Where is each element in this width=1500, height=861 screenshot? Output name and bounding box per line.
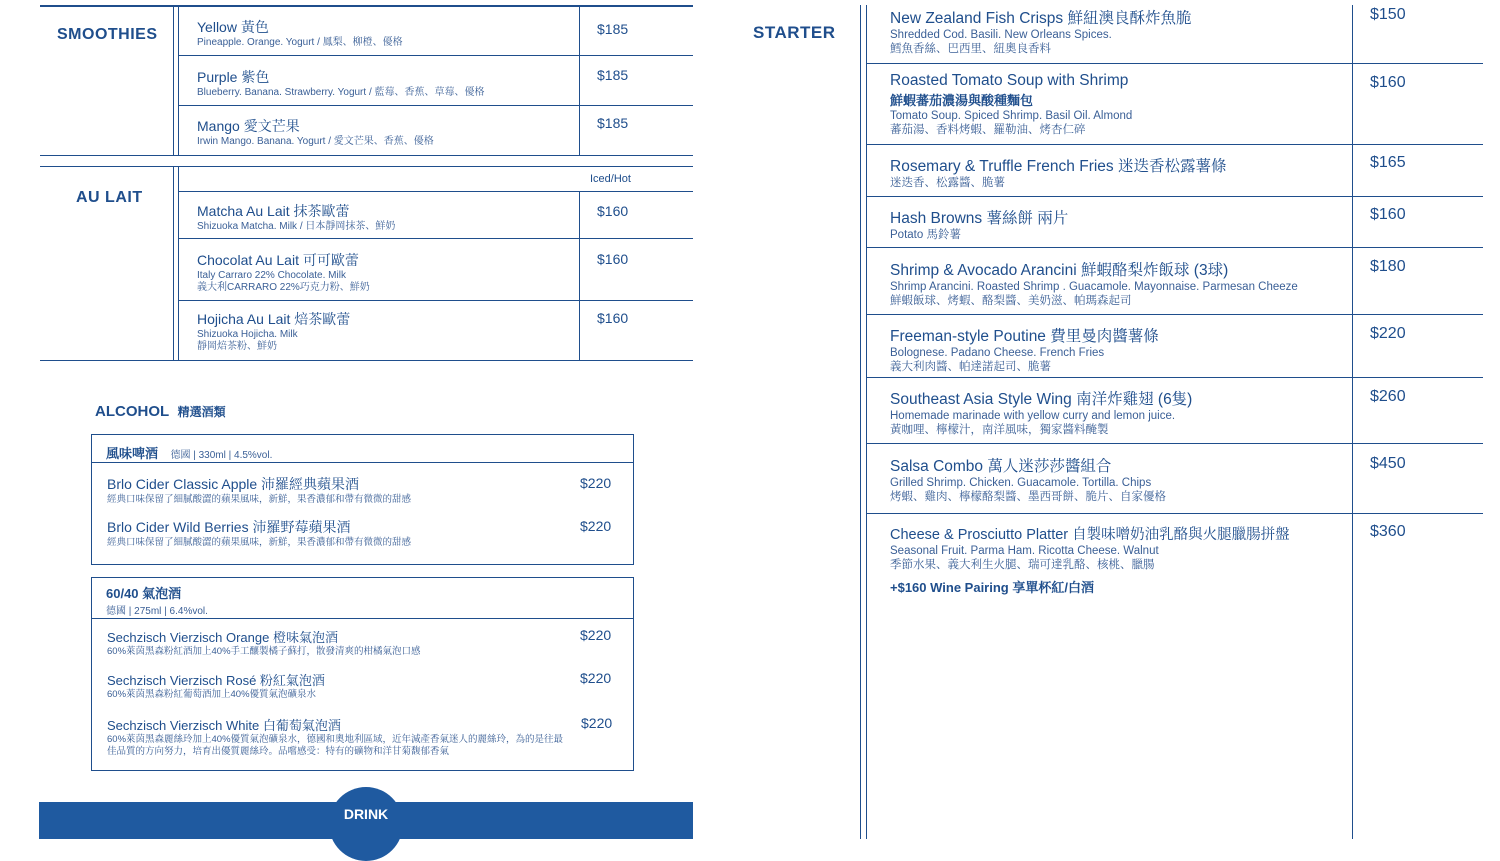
menu-item [107, 517, 411, 549]
item-desc: Shredded Cod. Basili. New Orleans Spices. [890, 29, 1112, 41]
item-price: $160 [597, 203, 629, 219]
item-desc-zh: 季節水果、義大利生火腿、瑞可達乳酪、核桃、臘腸 [890, 559, 1155, 571]
item-desc: Potato 馬鈴薯 [890, 229, 961, 241]
item-desc: 60%萊茵黑森麗絲玲加上40%優質氣泡礦泉水，德國和奧地利區域，近年減產香氣迷人的麗絲玲，為的是往最佳品質的方向努力，培育出優質麗絲玲。品嚐感受：特有的礦物和洋甘菊馥郁香氣 [107, 734, 564, 757]
item-price: $220 [580, 518, 612, 534]
item-desc: 60%萊茵黑森粉紅葡萄酒加上40%優質氣泡礦泉水 [107, 689, 317, 700]
alcohol-heading [95, 403, 226, 421]
item-price: $220 [580, 475, 612, 491]
item-desc-zh: 鱈魚香絲、巴西里、紐奧良香料 [890, 43, 1051, 55]
item-price: $220 [1370, 325, 1406, 342]
row-divider [866, 513, 1483, 514]
smoothies-title: SMOOTHIES [57, 26, 158, 43]
menu-item [890, 154, 1226, 190]
item-name: Cheese & Prosciutto Platter 自製味噌奶油乳酪與火腿臘腸拼盤 [890, 527, 1290, 543]
aulait-price-divider [579, 191, 580, 361]
aulait-bottom-rule [40, 360, 693, 361]
item-name: Sechzisch Vierzisch Rosé 粉紅氣泡酒 [107, 673, 325, 688]
item-name: Brlo Cider Classic Apple 沛羅經典蘋果酒 [107, 476, 360, 492]
row-divider [178, 55, 693, 56]
item-addon: +$160 Wine Pairing 享單杯紅/白酒 [890, 580, 1094, 595]
alcohol-title: ALCOHOL [95, 403, 170, 420]
item-name: Sechzisch Vierzisch Orange 橙味氣泡酒 [107, 630, 338, 645]
menu-item [890, 206, 1068, 242]
sparkling-box-title: 60/40 氣泡酒 [106, 586, 182, 601]
sparkling-box-header [106, 583, 208, 617]
item-name: Roasted Tomato Soup with Shrimp [890, 72, 1129, 89]
item-desc: Shrimp Arancini. Roasted Shrimp . Guacamole. Mayonnaise. Parmesan Cheeze [890, 281, 1298, 293]
item-desc: Seasonal Fruit. Parma Ham. Ricotta Cheese. Walnut [890, 545, 1159, 557]
item-desc-zh: 蕃茄湯、香料烤蝦、羅勒油、烤杏仁碎 [890, 124, 1086, 136]
menu-item [197, 116, 434, 148]
item-name: Hash Browns 薯絲餅 兩片 [890, 210, 1069, 227]
menu-item [890, 454, 1166, 504]
row-divider [866, 144, 1483, 145]
box-divider [92, 462, 633, 463]
starter-price-divider [1352, 5, 1353, 839]
item-price: $220 [581, 715, 613, 731]
item-name: Matcha Au Lait 抹茶歐蕾 [197, 203, 350, 219]
row-divider [866, 196, 1483, 197]
starter-divider-a [860, 5, 861, 839]
beer-box-title: 風味啤酒 [106, 446, 159, 461]
menu-item [890, 6, 1191, 56]
item-desc-zh: 黃咖哩、檸檬汁，南洋風味，獨家醬料醃製 [890, 424, 1109, 436]
box-divider [92, 618, 633, 619]
item-desc: 60%萊茵黑森粉紅酒加上40%手工釀製橘子蘇打，散發清爽的柑橘氣泡口感 [107, 646, 421, 657]
item-name: Freeman-style Poutine 費里曼肉醬薯條 [890, 328, 1159, 345]
item-name-zh: 鮮蝦蕃茄濃湯與酸種麵包 [890, 93, 1034, 108]
item-name: Brlo Cider Wild Berries 沛羅野莓蘋果酒 [107, 519, 351, 535]
item-name: Hojicha Au Lait 焙茶歐蕾 [197, 311, 351, 327]
row-divider [866, 377, 1483, 378]
smoothies-bottom-rule [40, 155, 693, 156]
smoothies-divider-a [173, 5, 174, 156]
item-desc: Bolognese. Padano Cheese. French Fries [890, 347, 1105, 359]
item-name: New Zealand Fish Crisps 鮮紐澳良酥炸魚脆 [890, 10, 1192, 27]
menu-item [890, 72, 1132, 137]
item-price: $360 [1370, 523, 1406, 540]
item-name: Purple 紫色 [197, 69, 270, 85]
item-name: Yellow 黃色 [197, 19, 269, 35]
item-price: $160 [597, 310, 629, 326]
item-desc-zh: 鮮蝦飯球、烤蝦、酪梨醬、美奶滋、帕瑪森起司 [890, 295, 1132, 307]
item-desc: 經典口味保留了細膩酸澀的蘋果風味，新鮮，果香濃郁和帶有微微的甜感 [107, 537, 412, 548]
item-price: $160 [1370, 206, 1406, 223]
item-desc: Shizuoka Matcha. Milk / 日本靜岡抹茶、鮮奶 [197, 221, 396, 232]
menu-item [890, 523, 1290, 596]
alcohol-title-zh: 精選酒類 [177, 405, 226, 419]
smoothies-divider-b [178, 5, 179, 156]
row-divider [178, 300, 693, 301]
row-divider [178, 191, 693, 192]
item-desc: Tomato Soup. Spiced Shrimp. Basil Oil. Almond [890, 110, 1133, 122]
aulait-header: Iced/Hot [590, 173, 631, 185]
menu-item [107, 627, 421, 658]
row-divider [866, 314, 1483, 315]
item-desc: Homemade marinade with yellow curry and lemon juice. [890, 410, 1176, 422]
item-desc-zh: 義大利肉醬、帕達諾起司、脆薯 [890, 361, 1051, 373]
item-name: Sechzisch Vierzisch White 白葡萄氣泡酒 [107, 718, 341, 733]
aulait-divider-b [178, 166, 179, 361]
item-price: $180 [1370, 258, 1406, 275]
menu-item [197, 67, 485, 99]
menu-item [107, 670, 325, 701]
item-desc: 經典口味保留了細膩酸澀的蘋果風味，新鮮，果香濃郁和帶有微微的甜感 [107, 494, 412, 505]
row-divider [178, 105, 693, 106]
item-desc: Grilled Shrimp. Chicken. Guacamole. Tortilla. Chips [890, 477, 1152, 489]
item-desc: Irwin Mango. Banana. Yogurt / 愛文芒果、香蕉、優格 [197, 136, 434, 147]
item-price: $160 [597, 251, 629, 267]
item-desc-zh: 烤蝦、雞肉、檸檬酪梨醬、墨西哥餅、脆片、自家優格 [890, 491, 1166, 503]
item-desc: Shizuoka Hojicha. Milk [197, 329, 298, 340]
menu-item [197, 309, 350, 353]
item-price: $260 [1370, 388, 1406, 405]
beer-box-header [106, 443, 272, 463]
row-divider [866, 247, 1483, 248]
item-desc-zh: 義大利CARRARO 22%巧克力粉、鮮奶 [197, 282, 370, 293]
row-divider [178, 238, 693, 239]
beer-box-meta: 德國 | 330ml | 4.5%vol. [170, 450, 273, 461]
sparkling-box-meta: 德國 | 275ml | 6.4%vol. [106, 606, 208, 617]
item-price: $165 [1370, 154, 1406, 171]
item-desc: 迷迭香、松露醬、脆薯 [890, 177, 1005, 189]
item-name: Mango 愛文芒果 [197, 118, 300, 134]
row-divider [866, 443, 1483, 444]
item-name: Shrimp & Avocado Arancini 鮮蝦酪梨炸飯球 (3球) [890, 262, 1229, 279]
item-price: $450 [1370, 455, 1406, 472]
item-desc: Italy Carraro 22% Chocolate. Milk [197, 270, 346, 281]
item-desc: Pineapple. Orange. Yogurt / 鳳梨、柳橙、優格 [197, 37, 403, 48]
starter-divider-b [866, 5, 867, 839]
item-desc-zh: 靜岡焙茶粉、鮮奶 [197, 341, 277, 352]
menu-item [107, 474, 411, 506]
starter-title: STARTER [753, 23, 836, 42]
aulait-top-rule [40, 166, 693, 167]
row-divider [866, 63, 1483, 64]
menu-item [107, 715, 572, 758]
item-name: Chocolat Au Lait 可可歐蕾 [197, 252, 359, 268]
item-desc: Blueberry. Banana. Strawberry. Yogurt / 藍莓、香蕉、草莓、優格 [197, 87, 485, 98]
item-name: Rosemary & Truffle French Fries 迷迭香松露薯條 [890, 158, 1227, 175]
menu-item [890, 387, 1192, 437]
menu-item [197, 201, 395, 233]
item-price: $185 [597, 115, 629, 131]
aulait-title: AU LAIT [76, 189, 143, 206]
item-price: $160 [1370, 74, 1406, 91]
item-price: $220 [580, 627, 612, 643]
item-price: $220 [580, 670, 612, 686]
aulait-divider-a [173, 166, 174, 361]
smoothies-top-rule [40, 5, 693, 7]
item-name: Salsa Combo 萬人迷莎莎醬組合 [890, 458, 1112, 475]
smoothies-price-divider [579, 5, 580, 156]
menu-item [197, 17, 403, 49]
item-price: $150 [1370, 6, 1406, 23]
item-price: $185 [597, 67, 629, 83]
menu-item [197, 250, 370, 294]
item-name: Southeast Asia Style Wing 南洋炸雞翅 (6隻) [890, 391, 1193, 408]
menu-item [890, 258, 1298, 308]
drink-footer-label: DRINK [343, 806, 389, 822]
item-price: $185 [597, 21, 629, 37]
menu-item [890, 324, 1159, 374]
